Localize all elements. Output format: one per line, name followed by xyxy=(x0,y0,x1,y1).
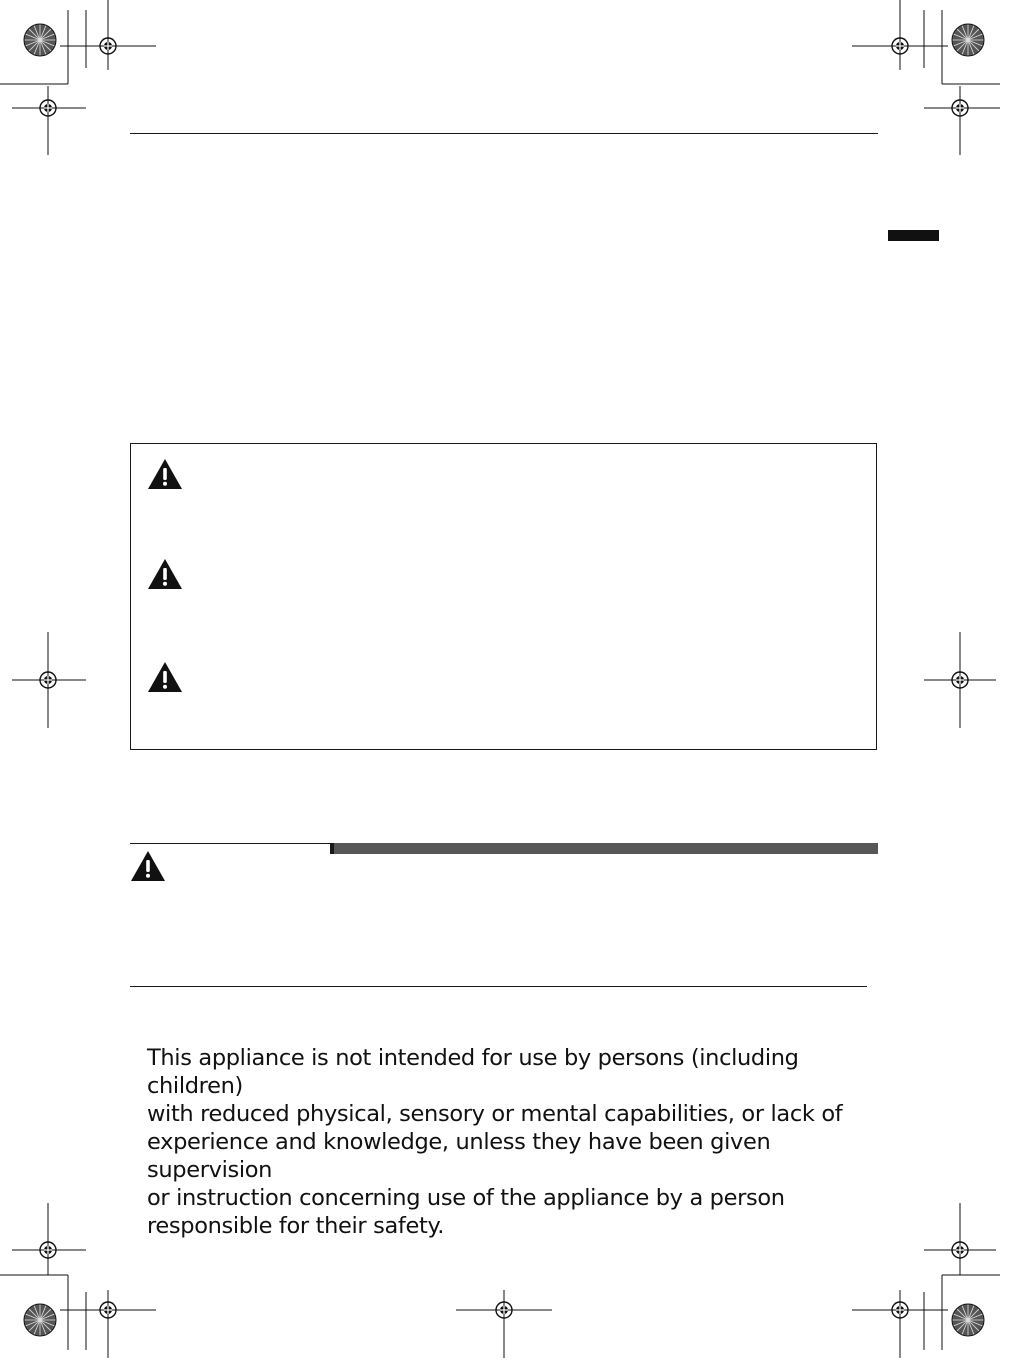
crop-mark-top-right xyxy=(852,0,1000,155)
safety-paragraph: This appliance is not intended for use by persons (including children) with reduced physical, sensory or mental capabilities, or lack of experience and knowledge, unless they have been given supervision or instruction concerning use of the appliance by a person responsible for their safety. xyxy=(147,1045,843,1239)
warning-triangle-icon xyxy=(147,661,183,693)
crop-mark-bottom-left xyxy=(0,1203,156,1358)
section-heading-rule xyxy=(130,843,330,844)
print-color-wheel-icon xyxy=(24,24,56,56)
section-heading-bar xyxy=(330,843,878,854)
print-color-wheel-icon xyxy=(952,1304,984,1336)
warning-triangle-icon xyxy=(130,850,166,882)
safety-signal-box xyxy=(130,443,877,750)
section-divider xyxy=(130,986,867,987)
print-color-wheel-icon xyxy=(24,1304,56,1336)
header-rule xyxy=(130,133,878,134)
print-color-wheel-icon xyxy=(952,24,984,56)
section-heading-bar-edge xyxy=(330,843,334,854)
language-tab-marker xyxy=(888,230,939,241)
warning-triangle-icon xyxy=(147,558,183,590)
warning-triangle-icon xyxy=(147,458,183,490)
crop-mark-top-left xyxy=(0,0,156,155)
crop-mark-bottom-center xyxy=(456,1290,552,1358)
